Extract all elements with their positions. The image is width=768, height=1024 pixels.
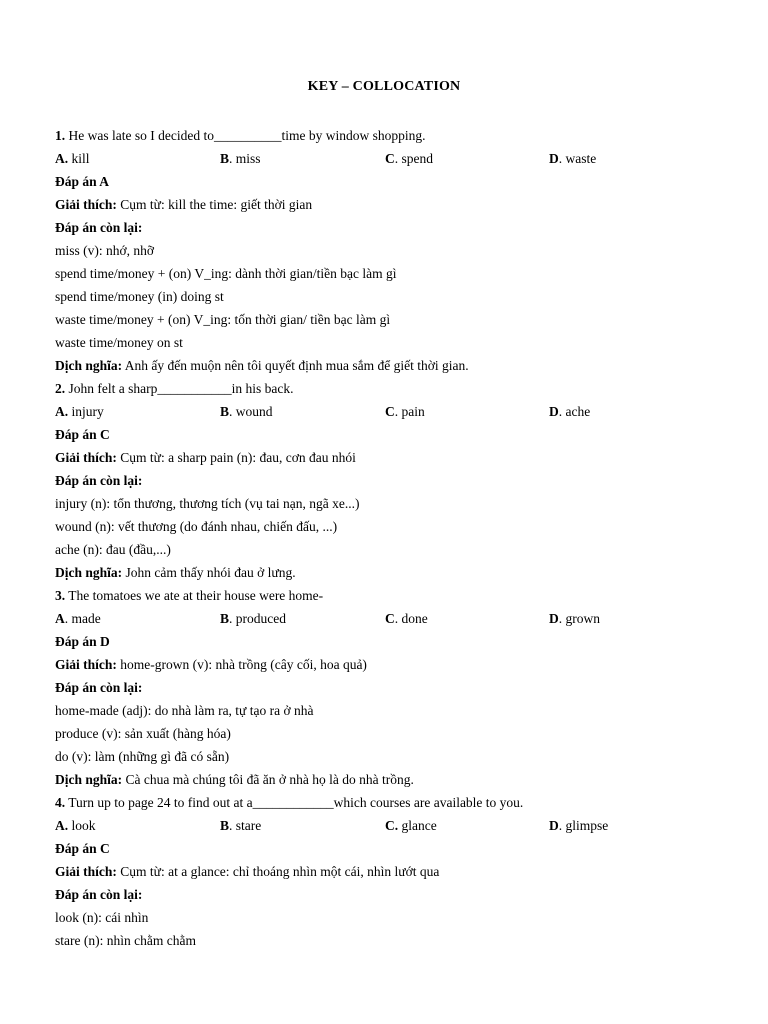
question-4 (55, 791, 735, 952)
option-c: C. pain (385, 404, 425, 419)
question-stem (55, 124, 735, 147)
option-c: C. glance (385, 818, 437, 833)
question-number: 3. (55, 588, 66, 603)
other-answers-label: Đáp án còn lại: (55, 887, 143, 902)
question-2 (55, 377, 735, 584)
question-stem (55, 377, 735, 400)
explanation-line: Giải thích: Cụm từ: kill the time: giết thời gian (55, 197, 313, 212)
other-answers-label: Đáp án còn lại: (55, 680, 143, 695)
option-a: A. made (55, 611, 101, 626)
explanation-line: Giải thích: Cụm từ: a sharp pain (n): đau, cơn đau nhói (55, 450, 356, 465)
option-d: D. glimpse (549, 818, 609, 833)
other-answer-item: home-made (adj): do nhà làm ra, tự tạo ra ở nhà (55, 703, 314, 718)
question-text: He was late so I decided to__________time by window shopping. (68, 128, 426, 143)
option-a: A. kill (55, 151, 90, 166)
option-a: A. look (55, 818, 96, 833)
other-answer-item: spend time/money + (on) V_ing: dành thời gian/tiền bạc làm gì (55, 266, 397, 281)
explanation-line: Giải thích: home-grown (v): nhà trồng (cây cối, hoa quả) (55, 657, 367, 672)
translation-line: Dịch nghĩa: John cảm thấy nhói đau ở lưng. (55, 565, 296, 580)
question-text: The tomatoes we ate at their house were home- (68, 588, 324, 603)
option-c: C. done (385, 611, 428, 626)
option-a: A. injury (55, 404, 104, 419)
question-number: 1. (55, 128, 66, 143)
options-row (55, 400, 735, 423)
other-answer-item: spend time/money (in) doing st (55, 289, 224, 304)
question-3 (55, 584, 735, 791)
answer-line: Đáp án D (55, 634, 110, 649)
other-answer-item: look (n): cái nhìn (55, 910, 149, 925)
other-answer-item: stare (n): nhìn chằm chằm (55, 933, 196, 948)
other-answers-label: Đáp án còn lại: (55, 220, 143, 235)
option-b: B. wound (220, 404, 273, 419)
other-answer-item: waste time/money + (on) V_ing: tốn thời gian/ tiền bạc làm gì (55, 312, 391, 327)
question-text: Turn up to page 24 to find out at a____________which courses are available to you. (68, 795, 524, 810)
other-answer-item: miss (v): nhớ, nhỡ (55, 243, 155, 258)
question-1 (55, 124, 735, 377)
option-b: B. produced (220, 611, 286, 626)
answer-line: Đáp án A (55, 174, 110, 189)
question-stem (55, 791, 735, 814)
other-answer-item: injury (n): tổn thương, thương tích (vụ tai nạn, ngã xe...) (55, 496, 360, 511)
answer-key-content (55, 124, 735, 952)
other-answer-item: produce (v): sản xuất (hàng hóa) (55, 726, 231, 741)
translation-line: Dịch nghĩa: Anh ấy đến muộn nên tôi quyết định mua sắm để giết thời gian. (55, 358, 469, 373)
option-d: D. waste (549, 151, 597, 166)
options-row (55, 814, 735, 837)
option-d: D. grown (549, 611, 600, 626)
question-number: 2. (55, 381, 66, 396)
translation-line: Dịch nghĩa: Cà chua mà chúng tôi đã ăn ở nhà họ là do nhà trồng. (55, 772, 414, 787)
other-answer-item: do (v): làm (những gì đã có sẵn) (55, 749, 230, 764)
options-row (55, 607, 735, 630)
answer-line: Đáp án C (55, 427, 110, 442)
explanation-line: Giải thích: Cụm từ: at a glance: chỉ thoáng nhìn một cái, nhìn lướt qua (55, 864, 440, 879)
page-title: KEY – COLLOCATION (307, 79, 461, 94)
question-stem (55, 584, 735, 607)
other-answer-item: ache (n): đau (đầu,...) (55, 542, 171, 557)
option-b: B. miss (220, 151, 261, 166)
options-row (55, 147, 735, 170)
question-number: 4. (55, 795, 66, 810)
question-text: John felt a sharp___________in his back. (68, 381, 294, 396)
answer-line: Đáp án C (55, 841, 110, 856)
option-c: C. spend (385, 151, 433, 166)
option-b: B. stare (220, 818, 262, 833)
option-d: D. ache (549, 404, 591, 419)
other-answer-item: waste time/money on st (55, 335, 183, 350)
other-answer-item: wound (n): vết thương (do đánh nhau, chiến đấu, ...) (55, 519, 338, 534)
other-answers-label: Đáp án còn lại: (55, 473, 143, 488)
